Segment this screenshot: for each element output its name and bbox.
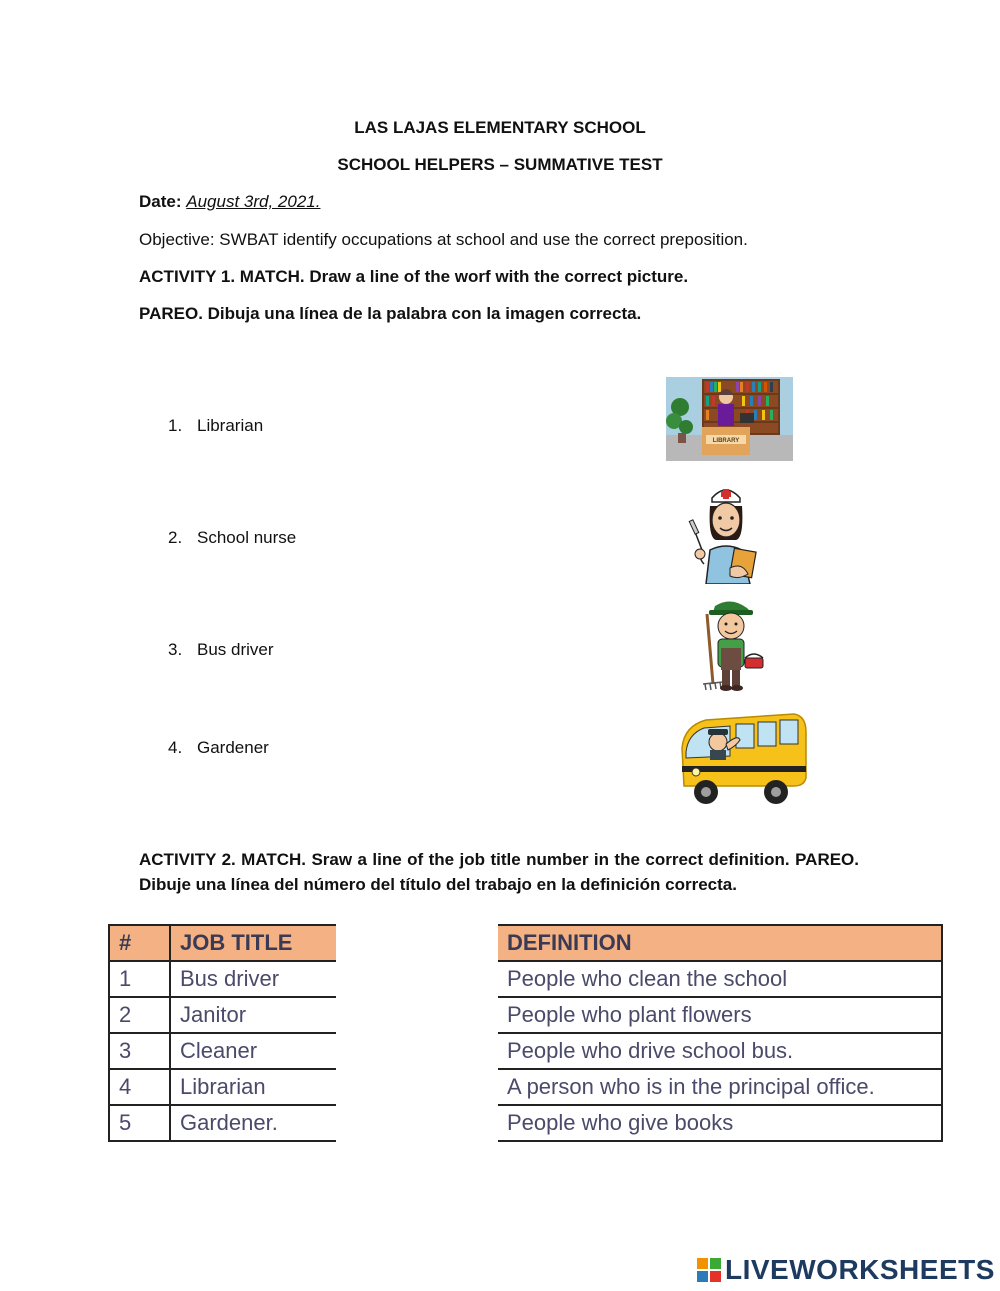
activity1-title-en: ACTIVITY 1. MATCH. Draw a line of the worf with the correct picture.: [139, 267, 689, 286]
library-picture: [666, 377, 793, 461]
item-label: Bus driver: [197, 640, 274, 659]
logo-mark-icon: [697, 1258, 721, 1282]
table-row: 5 Gardener.: [109, 1105, 336, 1141]
table-row: People who plant flowers: [498, 997, 942, 1033]
table-row: 4 Librarian: [109, 1069, 336, 1105]
school-name: LAS LAJAS ELEMENTARY SCHOOL: [354, 118, 646, 137]
list-item: 3. Bus driver: [168, 640, 274, 659]
table-header: DEFINITION: [498, 925, 942, 961]
list-item: 1. Librarian: [168, 416, 264, 435]
date-label: Date:: [139, 192, 182, 211]
library-sign: LIBRARY: [712, 438, 740, 444]
item-label: Librarian: [197, 416, 264, 435]
gardener-picture: [693, 600, 773, 692]
table-row: People who give books: [498, 1105, 942, 1141]
list-item: 4. Gardener: [168, 738, 269, 757]
activity2-title: ACTIVITY 2. MATCH. Sraw a line of the job title number in the correct definition. PAREO. Dibuje una línea del número del título del trabajo en la definición correcta.: [139, 850, 859, 894]
table-row: A person who is in the principal office.: [498, 1069, 942, 1105]
nurse-picture: [686, 484, 766, 584]
table-row: 3 Cleaner: [109, 1033, 336, 1069]
date-value: August 3rd, 2021.: [186, 192, 321, 211]
table-header: JOB TITLE: [170, 925, 336, 961]
item-label: School nurse: [197, 528, 297, 547]
table-header: #: [109, 925, 170, 961]
brand-name: LIVEWORKSHEETS: [725, 1254, 995, 1285]
item-label: Gardener: [197, 738, 269, 757]
table-row: People who clean the school: [498, 961, 942, 997]
liveworksheets-logo: [697, 1254, 995, 1286]
bus-driver-picture: [676, 712, 809, 808]
table-row: 1 Bus driver: [109, 961, 336, 997]
table-row: People who drive school bus.: [498, 1033, 942, 1069]
test-title: SCHOOL HELPERS – SUMMATIVE TEST: [337, 155, 663, 174]
activity1-title-es: PAREO. Dibuja una línea de la palabra con la imagen correcta.: [139, 304, 642, 323]
objective: Objective: SWBAT identify occupations at school and use the correct preposition.: [139, 230, 748, 249]
date-line: [139, 192, 320, 212]
table-row: 2 Janitor: [109, 997, 336, 1033]
definition-table: [498, 924, 943, 1142]
list-item: 2. School nurse: [168, 528, 297, 547]
job-title-table: [108, 924, 336, 1142]
